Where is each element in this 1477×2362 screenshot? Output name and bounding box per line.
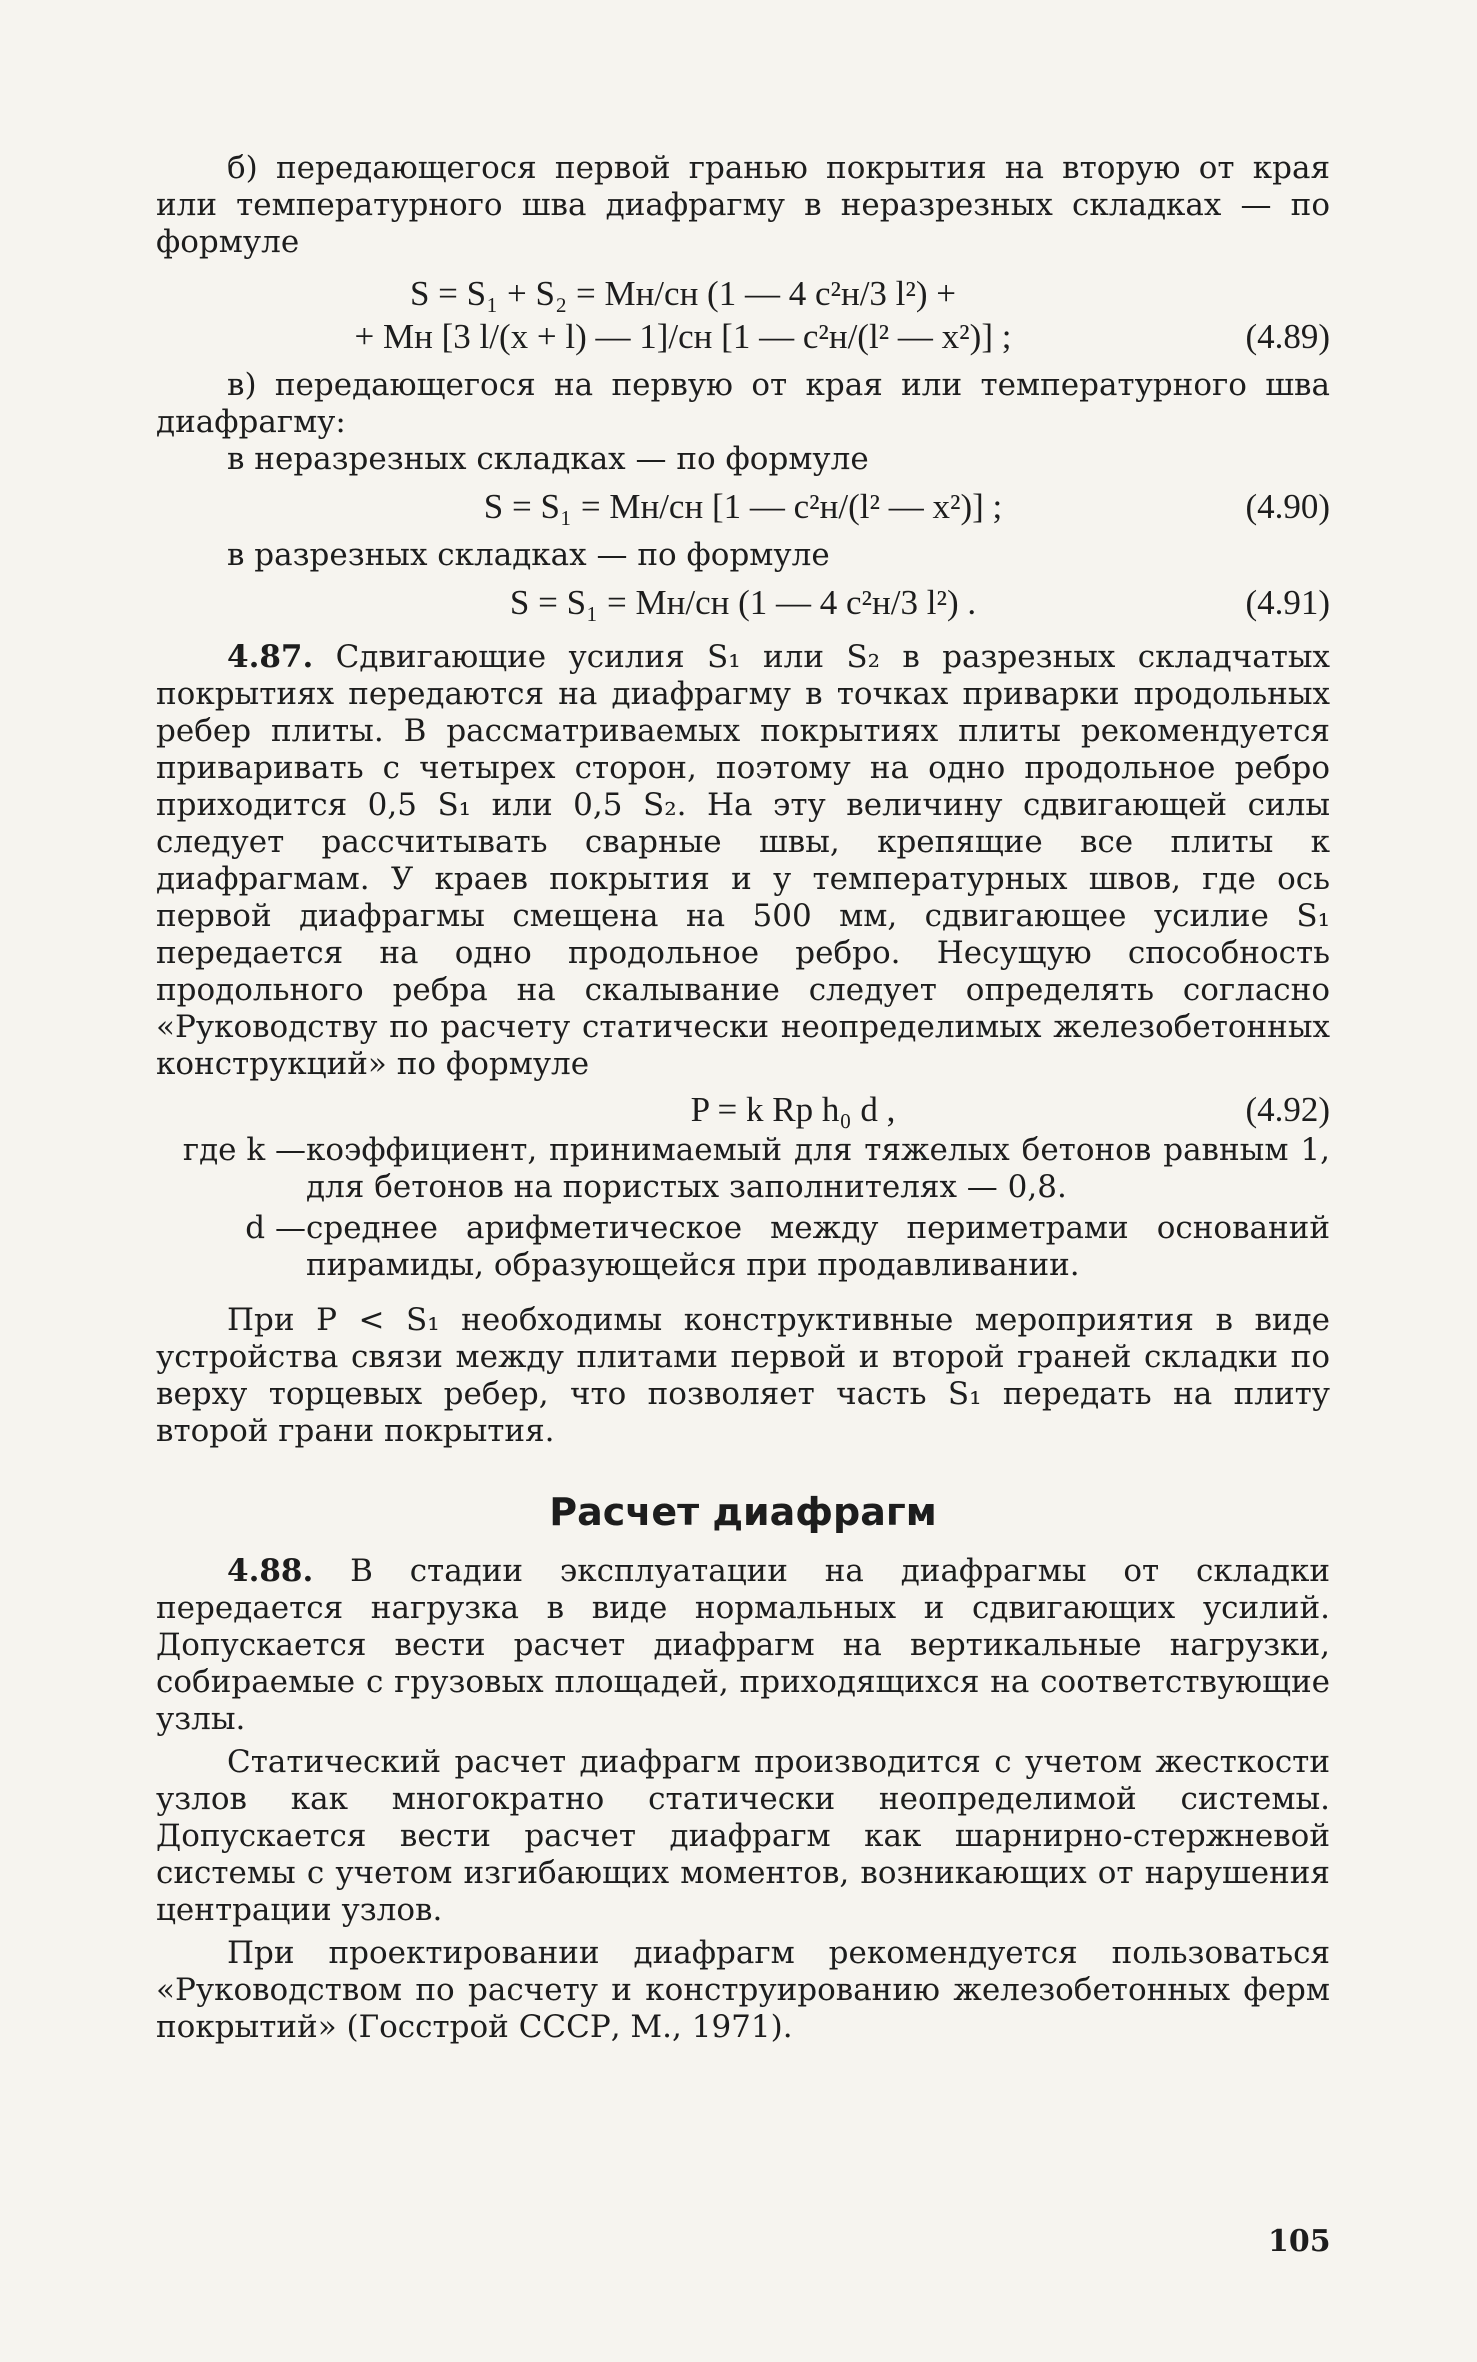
paragraph-when: При P < S₁ необходимы конструктивные мероприятия в виде устройства связи между плитами первой и второй граней складки по верху торцевых ребер, что позволяет часть S₁ передать на плиту второй грани покрытия. [156, 1302, 1330, 1449]
paragraph-4-87-text: Сдвигающие усилия S₁ или S₂ в разрезных складчатых покрытиях передаются на диафрагму в точках приварки продольных ребер плиты. В рассматриваемых покрытиях плиты рекомендуется приваривать с четырех сторон, поэтому на одно продольное ребро приходится 0,5 S₁ или 0,5 S₂. На эту величину сдвигающей силы следует рассчитывать сварные швы, крепящие все плиты к диафрагмам. У краев покрытия и у температурных швов, где ось первой диафрагмы смещена на 500 мм, сдвигающее усилие S₁ передается на одно продольное ребро. Несущую способность продольного ребра на скалывание следует определять согласно «Руководству по расчету статически неопределимых железобетонных конструкций» по формуле [156, 639, 1330, 1082]
section-heading: Расчет диафрагм [549, 1490, 937, 1534]
formula-4-90-expr: S = S₁ = Mн/cн [1 — c²н/(l² — x²)] ; [483, 487, 1003, 526]
formula-4-92 [156, 1091, 1330, 1128]
paragraph-4-88 [156, 1553, 1330, 1738]
formula-4-89-line2 [156, 318, 1330, 355]
formula-4-89-number: (4.89) [1245, 317, 1330, 356]
formula-4-91 [156, 584, 1330, 621]
formula-4-89-expr2: + Mн [3 l/(x + l) — 1]/cн [1 — c²н/(l² — x²)] ; [354, 317, 1012, 356]
page-number: 105 [1268, 2224, 1331, 2259]
formula-4-89-expr1: S = S₁ + S₂ = Mн/cн (1 — 4 c²н/3 l²) + [409, 274, 957, 313]
page-body [156, 150, 1330, 2046]
formula-4-92-expr: P = k Rp h₀ d , [690, 1090, 896, 1129]
formula-4-89-line1 [156, 275, 1330, 312]
where-d-symbol: d — [245, 1210, 306, 1246]
paragraph-4-87 [156, 639, 1330, 1083]
where-d [156, 1210, 1330, 1284]
formula-4-91-number: (4.91) [1245, 583, 1330, 622]
paragraph-4-87-number: 4.87. [227, 639, 314, 675]
where-k [156, 1132, 1330, 1206]
formula-4-90-number: (4.90) [1245, 487, 1330, 526]
paragraph-4-88-text: В стадии эксплуатации на диафрагмы от складки передается нагрузка в виде нормальных и сдвигающих усилий. Допускается вести расчет диафрагм на вертикальные нагрузки, собираемые с грузовых площадей, приходящихся на соответствующие узлы. [156, 1553, 1331, 1737]
item-b-paragraph: б) передающегося первой гранью покрытия на вторую от края или температурного шва диафрагму в неразрезных складках — по формуле [156, 150, 1330, 260]
paragraph-4-88-number: 4.88. [227, 1553, 314, 1589]
item-v-paragraph: в) передающегося на первую от края или температурного шва диафрагму: [156, 367, 1330, 440]
formula-4-90 [156, 488, 1330, 525]
formula-4-92-number: (4.92) [1245, 1090, 1330, 1129]
formula-4-91-expr: S = S₁ = Mн/cн (1 — 4 c²н/3 l²) . [509, 583, 977, 622]
where-k-symbol: где k — [182, 1132, 306, 1168]
item-v-continuous: в неразрезных складках — по формуле [227, 441, 869, 477]
where-k-text: коэффициент, принимаемый для тяжелых бетонов равным 1, для бетонов на пористых заполнителях — 0,8. [306, 1132, 1330, 1205]
item-v-split: в разрезных складках — по формуле [227, 537, 830, 573]
paragraph-static: Статический расчет диафрагм производится с учетом жесткости узлов как многократно статически неопределимой системы. Допускается вести расчет диафрагм как шарнирно-стержневой системы с учетом изгибающих моментов, возникающих от нарушения центрации узлов. [156, 1744, 1330, 1928]
paragraph-design: При проектировании диафрагм рекомендуется пользоваться «Руководством по расчету и конструированию железобетонных ферм покрытий» (Госстрой СССР, М., 1971). [156, 1935, 1330, 2045]
where-d-text: среднее арифметическое между периметрами оснований пирамиды, образующейся при продавливании. [306, 1210, 1330, 1283]
